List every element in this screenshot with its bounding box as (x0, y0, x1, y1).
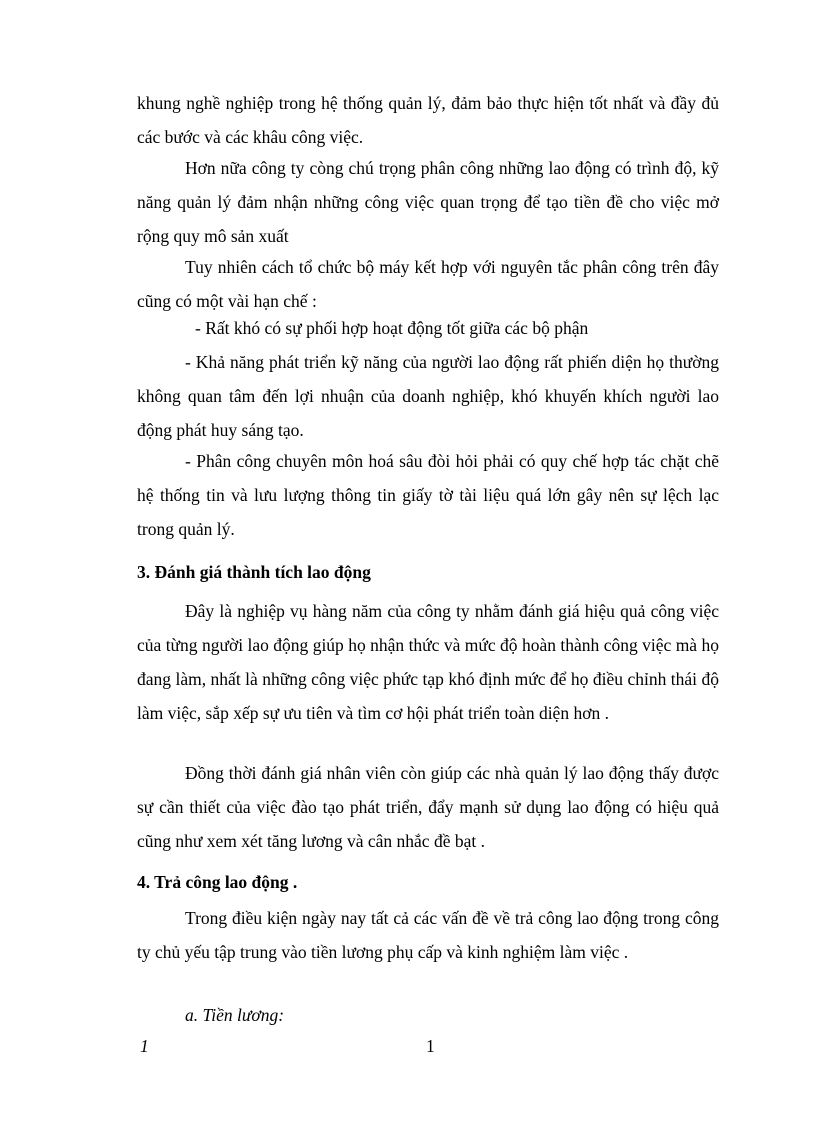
bullet-coordination: - Rất khó có sự phối hợp hoạt động tốt giữa các bộ phận (195, 318, 589, 338)
paragraph-evaluation-benefits: Đồng thời đánh giá nhân viên còn giúp các nhà quản lý lao động thấy được sự cần thiết của việc đào tạo phát triển, đẩy mạnh sử dụng lao động có hiệu quả cũng như xem xét tăng lương và cân nhắc đề bạt . (137, 763, 719, 851)
footer-left-mark: 1 (140, 1036, 149, 1056)
bullet-skills: - Khả năng phát triển kỹ năng của người lao động rất phiến diện họ thường không quan tâm đến lợi nhuận của doanh nghiệp, khó khuyến khích người lao động phát huy sáng tạo. (137, 352, 719, 440)
paragraph-continuation: khung nghề nghiệp trong hệ thống quản lý, đảm bảo thực hiện tốt nhất và đầy đủ các bước và các khâu công việc. (137, 93, 719, 147)
paragraph-compensation: Trong điều kiện ngày nay tất cả các vấn đề về trả công lao động trong công ty chủ yếu tập trung vào tiền lương phụ cấp và kinh nghiệm làm việc . (137, 908, 719, 962)
page-number: 1 (426, 1036, 435, 1056)
subheading-salary: a. Tiền lương: (185, 1005, 285, 1025)
section-heading-3: 3. Đánh giá thành tích lao động (137, 562, 371, 582)
section-heading-4: 4. Trả công lao động . (137, 872, 298, 892)
paragraph-evaluation: Đây là nghiệp vụ hàng năm của công ty nhằm đánh giá hiệu quả công việc của từng người lao động giúp họ nhận thức và mức độ hoàn thành công việc mà họ đang làm, nhất là những công việc phức tạp khó định mức để họ điều chỉnh thái độ làm việc, sắp xếp sự ưu tiên và tìm cơ hội phát triển toàn diện hơn . (137, 601, 719, 723)
bullet-specialization: - Phân công chuyên môn hoá sâu đòi hỏi phải có quy chế hợp tác chặt chẽ hệ thống tin và lưu lượng thông tin giấy tờ tài liệu quá lớn gây nên sự lệch lạc trong quản lý. (137, 451, 719, 539)
paragraph-limitations-intro: Tuy nhiên cách tổ chức bộ máy kết hợp với nguyên tắc phân công trên đây cũng có một vài hạn chế : (137, 257, 719, 311)
paragraph-staffing: Hơn nữa công ty còng chú trọng phân công những lao động có trình độ, kỹ năng quản lý đảm nhận những công việc quan trọng để tạo tiền đề cho việc mở rộng quy mô sản xuất (137, 158, 719, 246)
